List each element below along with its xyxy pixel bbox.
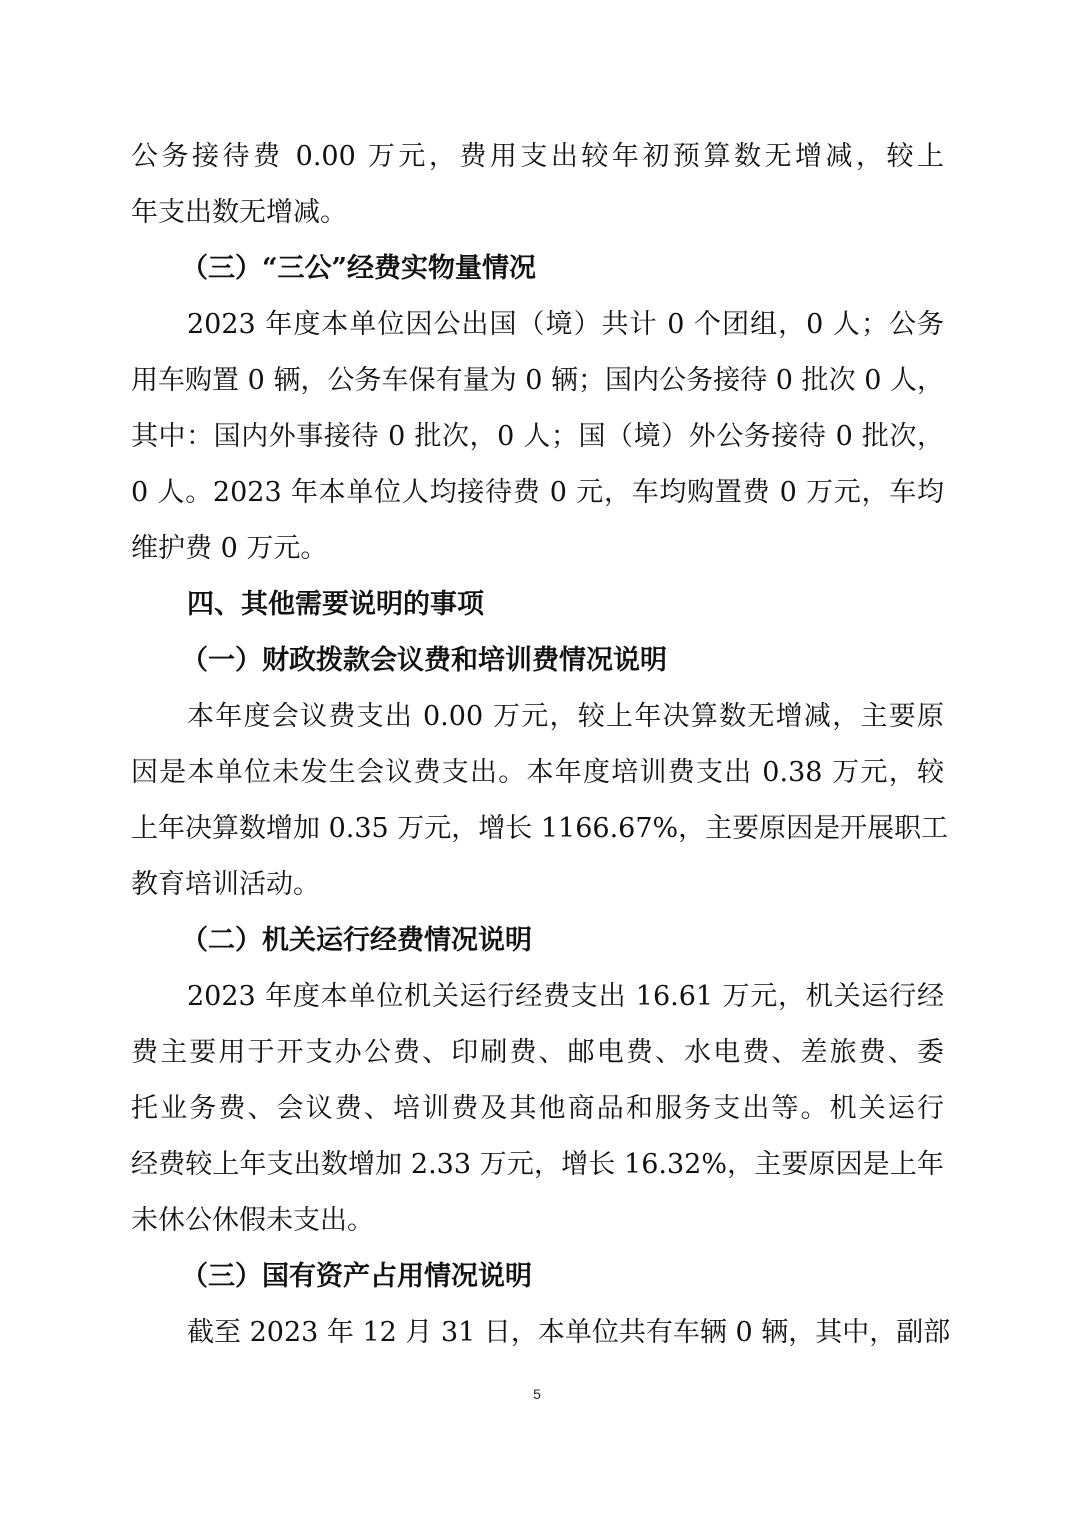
text-line: 未休公休假未支出。: [131, 1205, 374, 1236]
text-line: 用车购置 0 辆，公务车保有量为 0 辆；国内公务接待 0 批次 0 人，: [131, 365, 944, 396]
paragraph: [131, 689, 949, 913]
text-line: 截至 2023 年 12 月 31 日，本单位共有车辆 0 辆，其中，副部: [187, 1317, 951, 1348]
subsection-heading: [131, 633, 944, 689]
paragraph: [131, 129, 944, 241]
document-body: [131, 129, 951, 1361]
text-line: （三）国有资产占用情况说明: [181, 1261, 532, 1292]
subsection-heading: [131, 1249, 944, 1305]
text-line: 公务接待费 0.00 万元，费用支出较年初预算数无增减，较上: [131, 141, 944, 172]
text-line: （一）财政拨款会议费和培训费情况说明: [181, 645, 667, 676]
text-line: （三）“三公”经费实物量情况: [181, 253, 537, 284]
text-line: 上年决算数增加 0.35 万元，增长 1166.67%，主要原因是开展职工: [131, 813, 949, 844]
text-line: 2023 年度本单位因公出国（境）共计 0 个团组，0 人；公务: [187, 309, 944, 340]
text-line: 四、其他需要说明的事项: [187, 589, 484, 620]
paragraph: [131, 969, 944, 1249]
subsection-heading: [131, 913, 944, 969]
section-heading: [131, 577, 944, 633]
text-line: 托业务费、会议费、培训费及其他商品和服务支出等。机关运行: [131, 1093, 944, 1124]
text-line: 0 人。2023 年本单位人均接待费 0 元，车均购置费 0 万元，车均: [131, 477, 944, 508]
text-line: 经费较上年支出数增加 2.33 万元，增长 16.32%，主要原因是上年: [131, 1149, 944, 1180]
page-number: 5: [533, 1386, 541, 1402]
text-line: 2023 年度本单位机关运行经费支出 16.61 万元，机关运行经: [187, 981, 944, 1012]
text-line: 年支出数无增减。: [131, 197, 347, 228]
text-line: 维护费 0 万元。: [131, 533, 328, 564]
text-line: 费主要用于开支办公费、印刷费、邮电费、水电费、差旅费、委: [131, 1037, 944, 1068]
paragraph: [131, 297, 944, 577]
subsection-heading: [131, 241, 944, 297]
text-line: （二）机关运行经费情况说明: [181, 925, 532, 956]
text-line: 因是本单位未发生会议费支出。本年度培训费支出 0.38 万元，较: [131, 757, 944, 788]
text-line: 其中：国内外事接待 0 批次，0 人；国（境）外公务接待 0 批次，: [131, 421, 944, 452]
text-line: 本年度会议费支出 0.00 万元，较上年决算数无增减，主要原: [187, 701, 944, 732]
paragraph: [131, 1305, 951, 1361]
text-line: 教育培训活动。: [131, 869, 320, 900]
